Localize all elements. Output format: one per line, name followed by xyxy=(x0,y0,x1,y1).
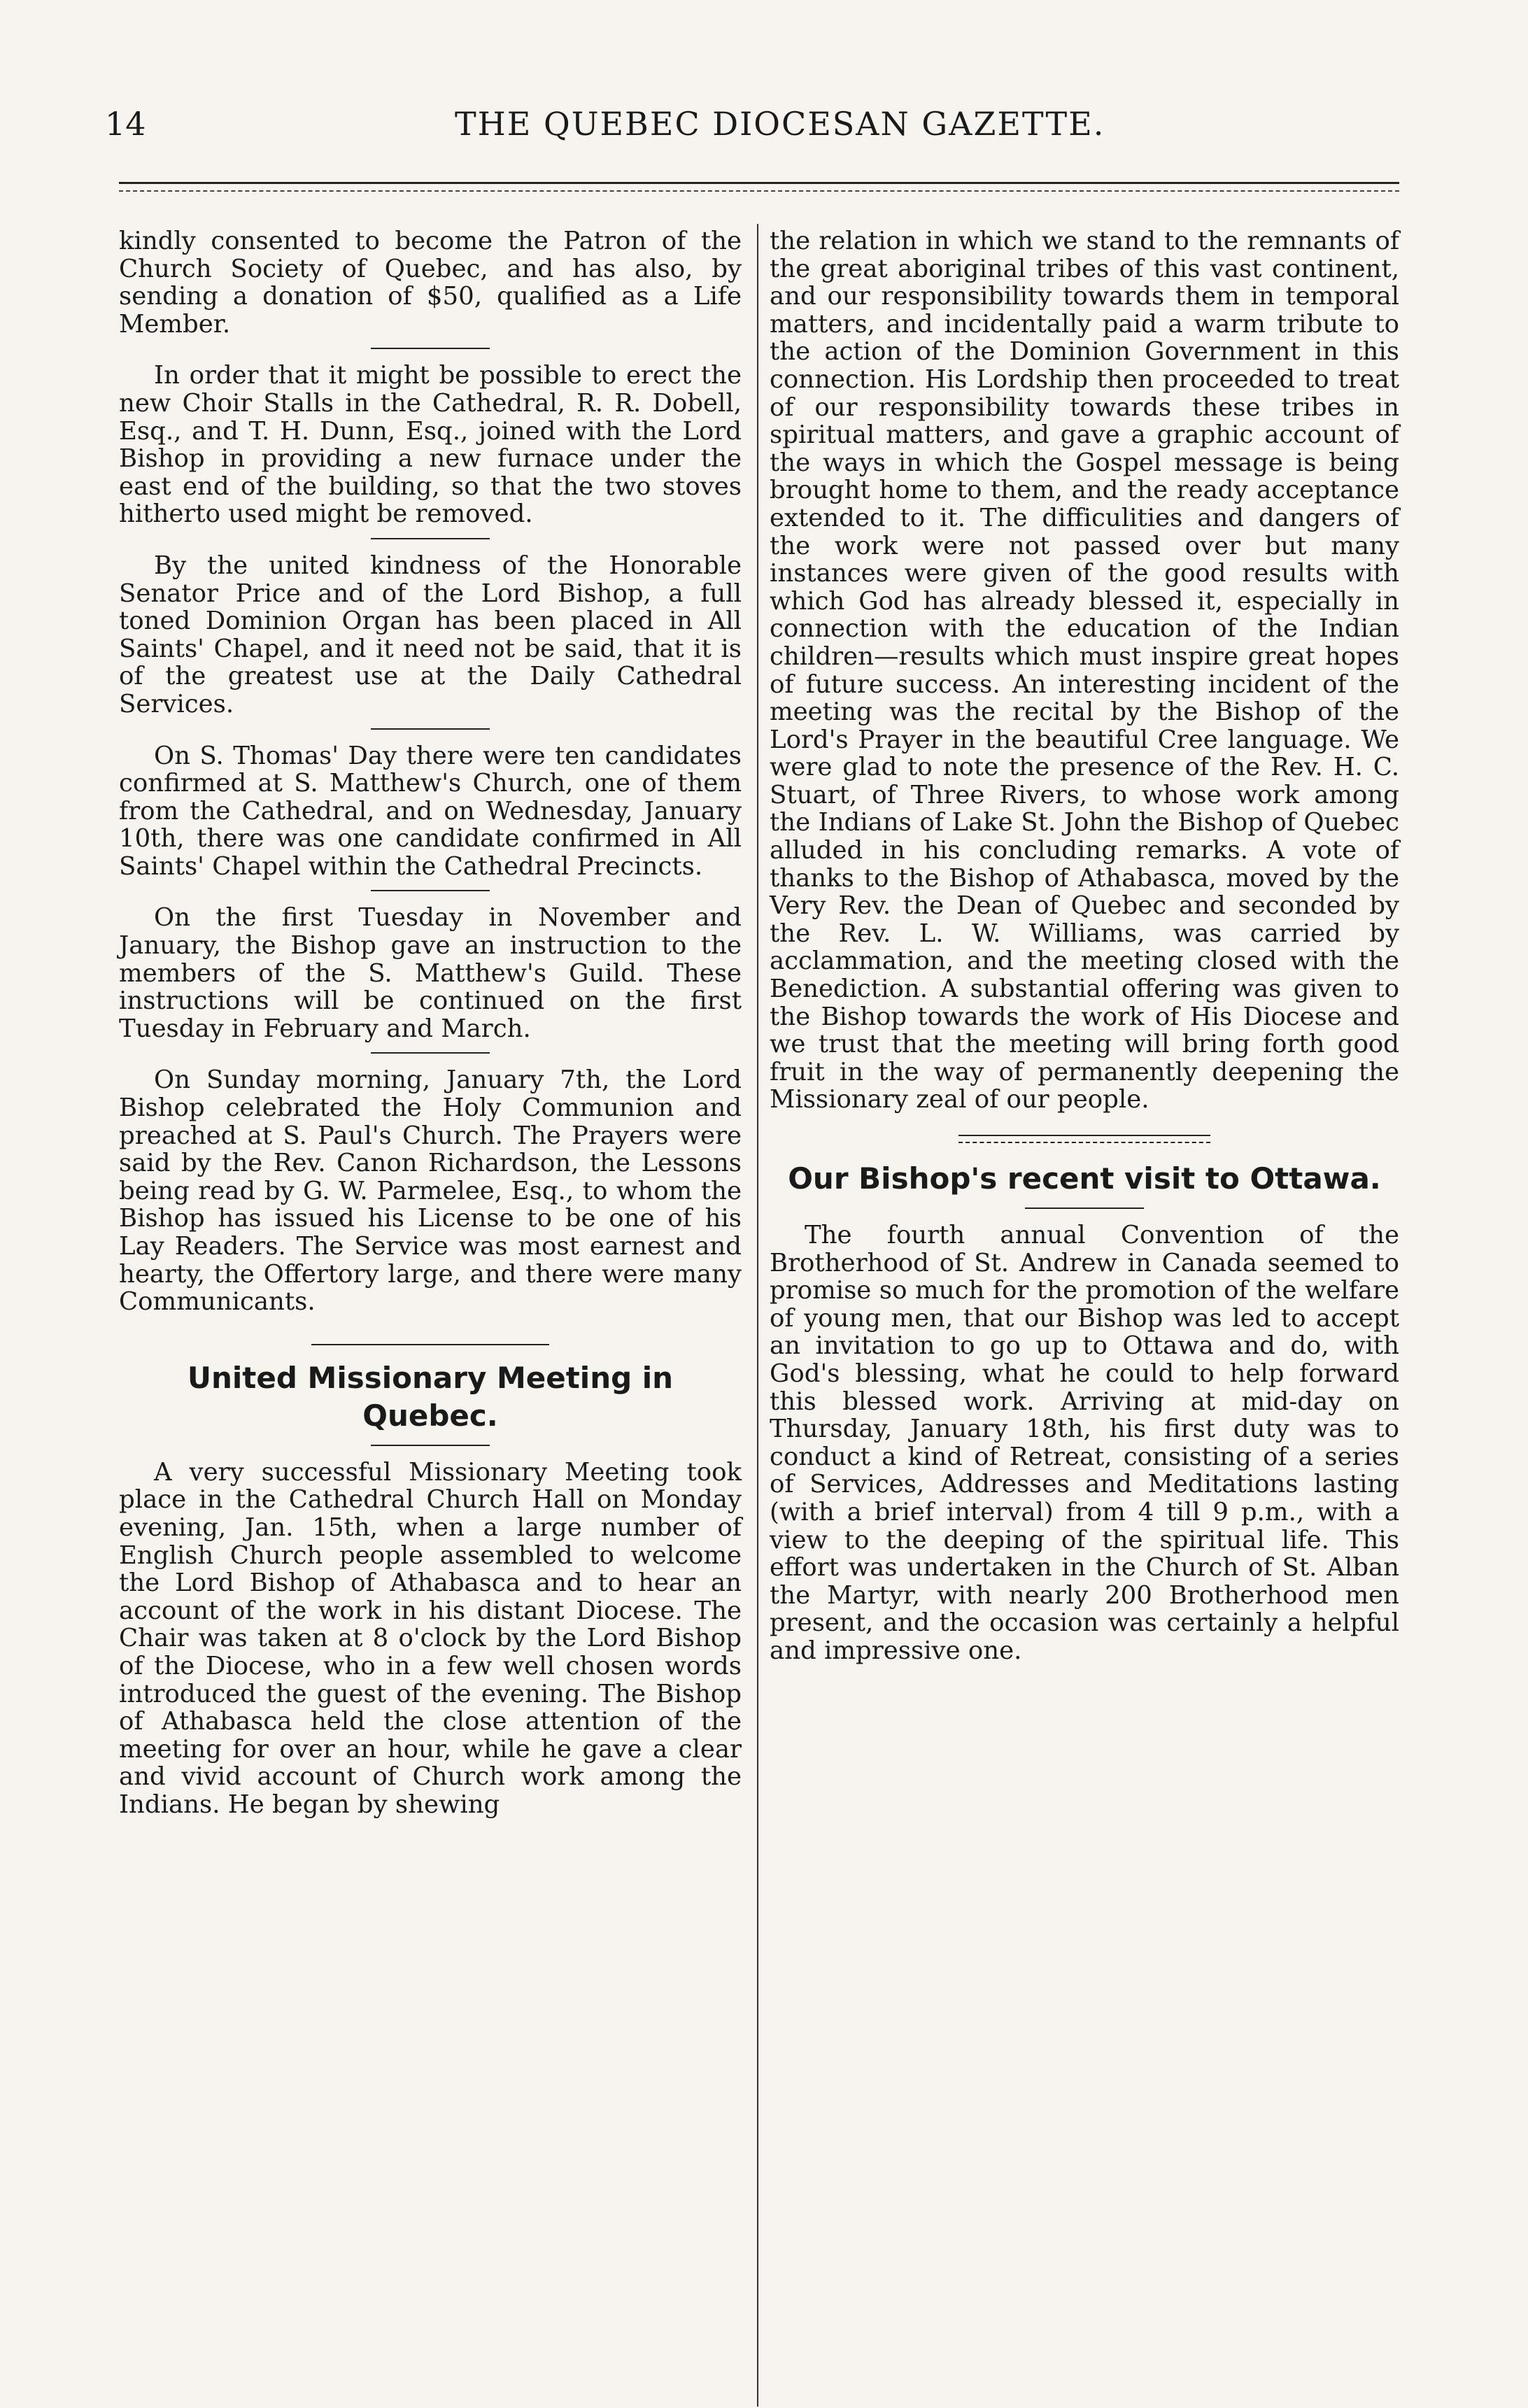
running-title: THE QUEBEC DIOCESAN GAZETTE. xyxy=(455,105,1105,143)
header-rule-dashed xyxy=(119,190,1399,192)
article-heading-missionary-meeting: United Missionary Meeting in Quebec. xyxy=(187,1360,674,1433)
right-paragraph-1: the relation in which we stand to the remnants of the great aboriginal tribes of this vast continent, and our responsibility towards them in temporal matters, and incidentally paid a warm tribute to the action of the Dominion Government in this connection. His Lordship then proceeded to treat of our responsibility towards these tribes in spiritual matters, and gave a graphic account of the ways in which the Gospel message is being brought home to them, and the ready acceptance extended to it. The difficulities and dangers of the work were not passed over but many instances were given of the good results with which God has already blessed it, especially in connection with the education of the Indian children—results which must inspire great hopes of future success. An interesting incident of the meeting was the recital by the Bishop of the Lord's Prayer in the beautiful Cree language. We were glad to note the presence of the Rev. H. C. Stuart, of Three Rivers, to whose work among the Indians of Lake St. John the Bishop of Quebec alluded in his concluding remarks. A vote of thanks to the Bishop of Athabasca, moved by the Very Rev. the Dean of Quebec and seconded by the Rev. L. W. Williams, was carried by acclammation, and the meeting closed with the Benediction. A substantial offering was given to the Bishop towards the work of His Diocese and we trust that the meeting will bring forth good fruit in the way of permanently deepening the Missionary zeal of our people. xyxy=(770,227,1399,1114)
left-paragraph-2: In order that it might be possible to erect the new Choir Stalls in the Cathedral, R. R. Dobell, Esq., and T. H. Dunn, Esq., joined with the Lord Bishop in providing a new furnace under the east end of the building, so that the two stoves hitherto used might be removed. xyxy=(119,361,742,529)
section-rule xyxy=(311,1344,549,1345)
left-paragraph-7: A very successful Missionary Meeting took place in the Cathedral Church Hall on Monday evening, Jan. 15th, when a large number of English Church people assembled to welcome the Lord Bishop of Athabasca and to hear an account of the work in his distant Diocese. The Chair was taken at 8 o'clock by the Lord Bishop of the Diocese, who in a few well chosen words introduced the guest of the evening. The Bishop of Athabasca held the close attention of the meeting for over an hour, while he gave a clear and vivid account of Church work among the Indians. He began by shewing xyxy=(119,1457,742,1819)
left-paragraph-3: By the united kindness of the Honorable Senator Price and of the Lord Bishop, a full toned Dominion Organ has been placed in All Saints' Chapel, and it need not be said, that it is of the greatest use at the Daily Cathedral Services. xyxy=(119,551,742,718)
separator-rule xyxy=(371,890,490,891)
heading-underline xyxy=(1025,1207,1144,1209)
article-heading-ottawa-visit: Our Bishop's recent visit to Ottawa. xyxy=(788,1161,1381,1196)
right-paragraph-2: The fourth annual Convention of the Brotherhood of St. Andrew in Canada seemed to promise so much for the promotion of the welfare of young men, that our Bishop was led to accept an invitation to go up to Ottawa and do, with God's blessing, what he could to help forward this blessed work. Arriving at mid-day on Thursday, January 18th, his first duty was to conduct a kind of Retreat, consisting of a series of Services, Addresses and Meditations lasting (with a brief interval) from 4 till 9 p.m., with a view to the deeping of the spiritual life. This effort was undertaken in the Church of St. Alban the Martyr, with nearly 200 Brotherhood men present, and the occasion was certainly a helpful and impressive one. xyxy=(770,1221,1399,1665)
right-column xyxy=(770,227,1399,1665)
header-rule xyxy=(119,182,1399,184)
left-column xyxy=(119,227,742,1819)
separator-rule xyxy=(371,1052,490,1054)
heading-underline xyxy=(371,1445,490,1446)
column-divider xyxy=(757,224,758,2407)
left-paragraph-1: kindly consented to become the Patron of the Church Society of Quebec, and has also, by sending a donation of $50, qualified as a Life Member. xyxy=(119,227,742,339)
page-number: 14 xyxy=(105,105,146,143)
page-header xyxy=(105,105,1385,154)
section-rule xyxy=(958,1135,1210,1143)
left-paragraph-5: On the first Tuesday in November and January, the Bishop gave an instruction to the members of the S. Matthew's Guild. These instructions will be continued on the first Tuesday in February and March. xyxy=(119,903,742,1043)
left-paragraph-4: On S. Thomas' Day there were ten candidates confirmed at S. Matthew's Church, one of them from the Cathedral, and on Wednesday, January 10th, there was one candidate confirmed in All Saints' Chapel within the Cathedral Precincts. xyxy=(119,741,742,881)
separator-rule xyxy=(371,728,490,730)
separator-rule xyxy=(371,538,490,539)
left-paragraph-6: On Sunday morning, January 7th, the Lord Bishop celebrated the Holy Communion and preached at S. Paul's Church. The Prayers were said by the Rev. Canon Richardson, the Lessons being read by G. W. Parmelee, Esq., to whom the Bishop has issued his License to be one of his Lay Readers. The Service was most earnest and hearty, the Offertory large, and there were many Communicants. xyxy=(119,1065,742,1317)
separator-rule xyxy=(371,348,490,349)
